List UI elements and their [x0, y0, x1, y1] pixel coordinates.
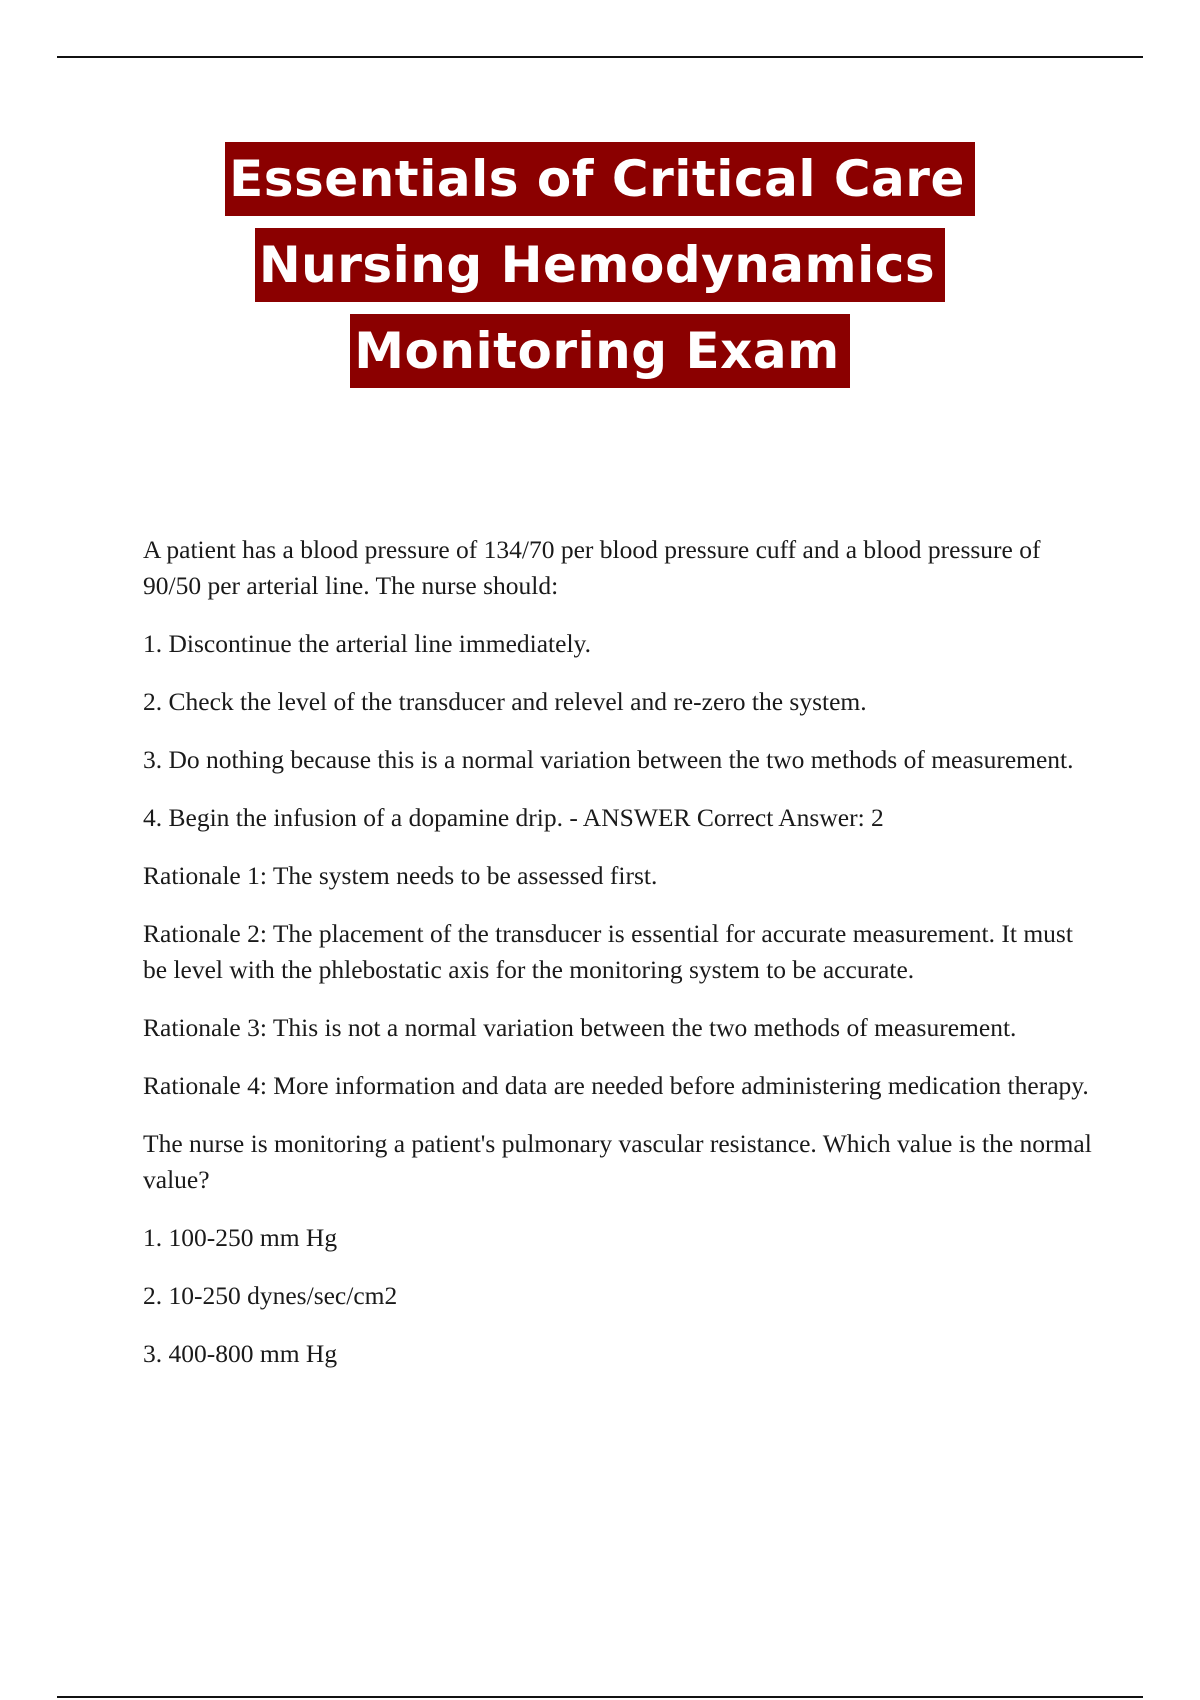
rationale-3: Rationale 3: This is not a normal variation between the two methods of measurement.	[143, 1013, 1017, 1042]
question-1-option-2: 2. Check the level of the transducer and relevel and re-zero the system.	[143, 687, 867, 716]
question-2-stem: The nurse is monitoring a patient's pulmonary vascular resistance. Which value is the normal value?	[143, 1129, 1092, 1194]
question-1-option-4-answer: 4. Begin the infusion of a dopamine drip. - ANSWER Correct Answer: 2	[143, 803, 884, 832]
question-1-option-1: 1. Discontinue the arterial line immediately.	[143, 629, 591, 658]
top-rule	[57, 56, 1143, 58]
title-line-1: Essentials of Critical Care	[225, 142, 975, 216]
rationale-4: Rationale 4: More information and data are needed before administering medication therapy.	[143, 1071, 1089, 1100]
question-2-option-1: 1. 100-250 mm Hg	[143, 1223, 338, 1252]
title-line-3: Monitoring Exam	[350, 314, 849, 388]
question-1-stem: A patient has a blood pressure of 134/70 per blood pressure cuff and a blood pressure of 90/50 per arterial line. The nurse should:	[143, 535, 1041, 600]
title-line-2: Nursing Hemodynamics	[255, 228, 945, 302]
question-1-option-3: 3. Do nothing because this is a normal variation between the two methods of measurement.	[143, 745, 1074, 774]
question-2-option-2: 2. 10-250 dynes/sec/cm2	[143, 1281, 398, 1310]
document-title	[0, 142, 1200, 400]
question-2-option-3: 3. 400-800 mm Hg	[143, 1339, 338, 1368]
document-body	[143, 532, 1103, 1394]
bottom-rule	[57, 1696, 1143, 1698]
rationale-2: Rationale 2: The placement of the transducer is essential for accurate measurement. It must be level with the phlebostatic axis for the monitoring system to be accurate.	[143, 919, 1073, 984]
rationale-1: Rationale 1: The system needs to be assessed first.	[143, 861, 658, 890]
